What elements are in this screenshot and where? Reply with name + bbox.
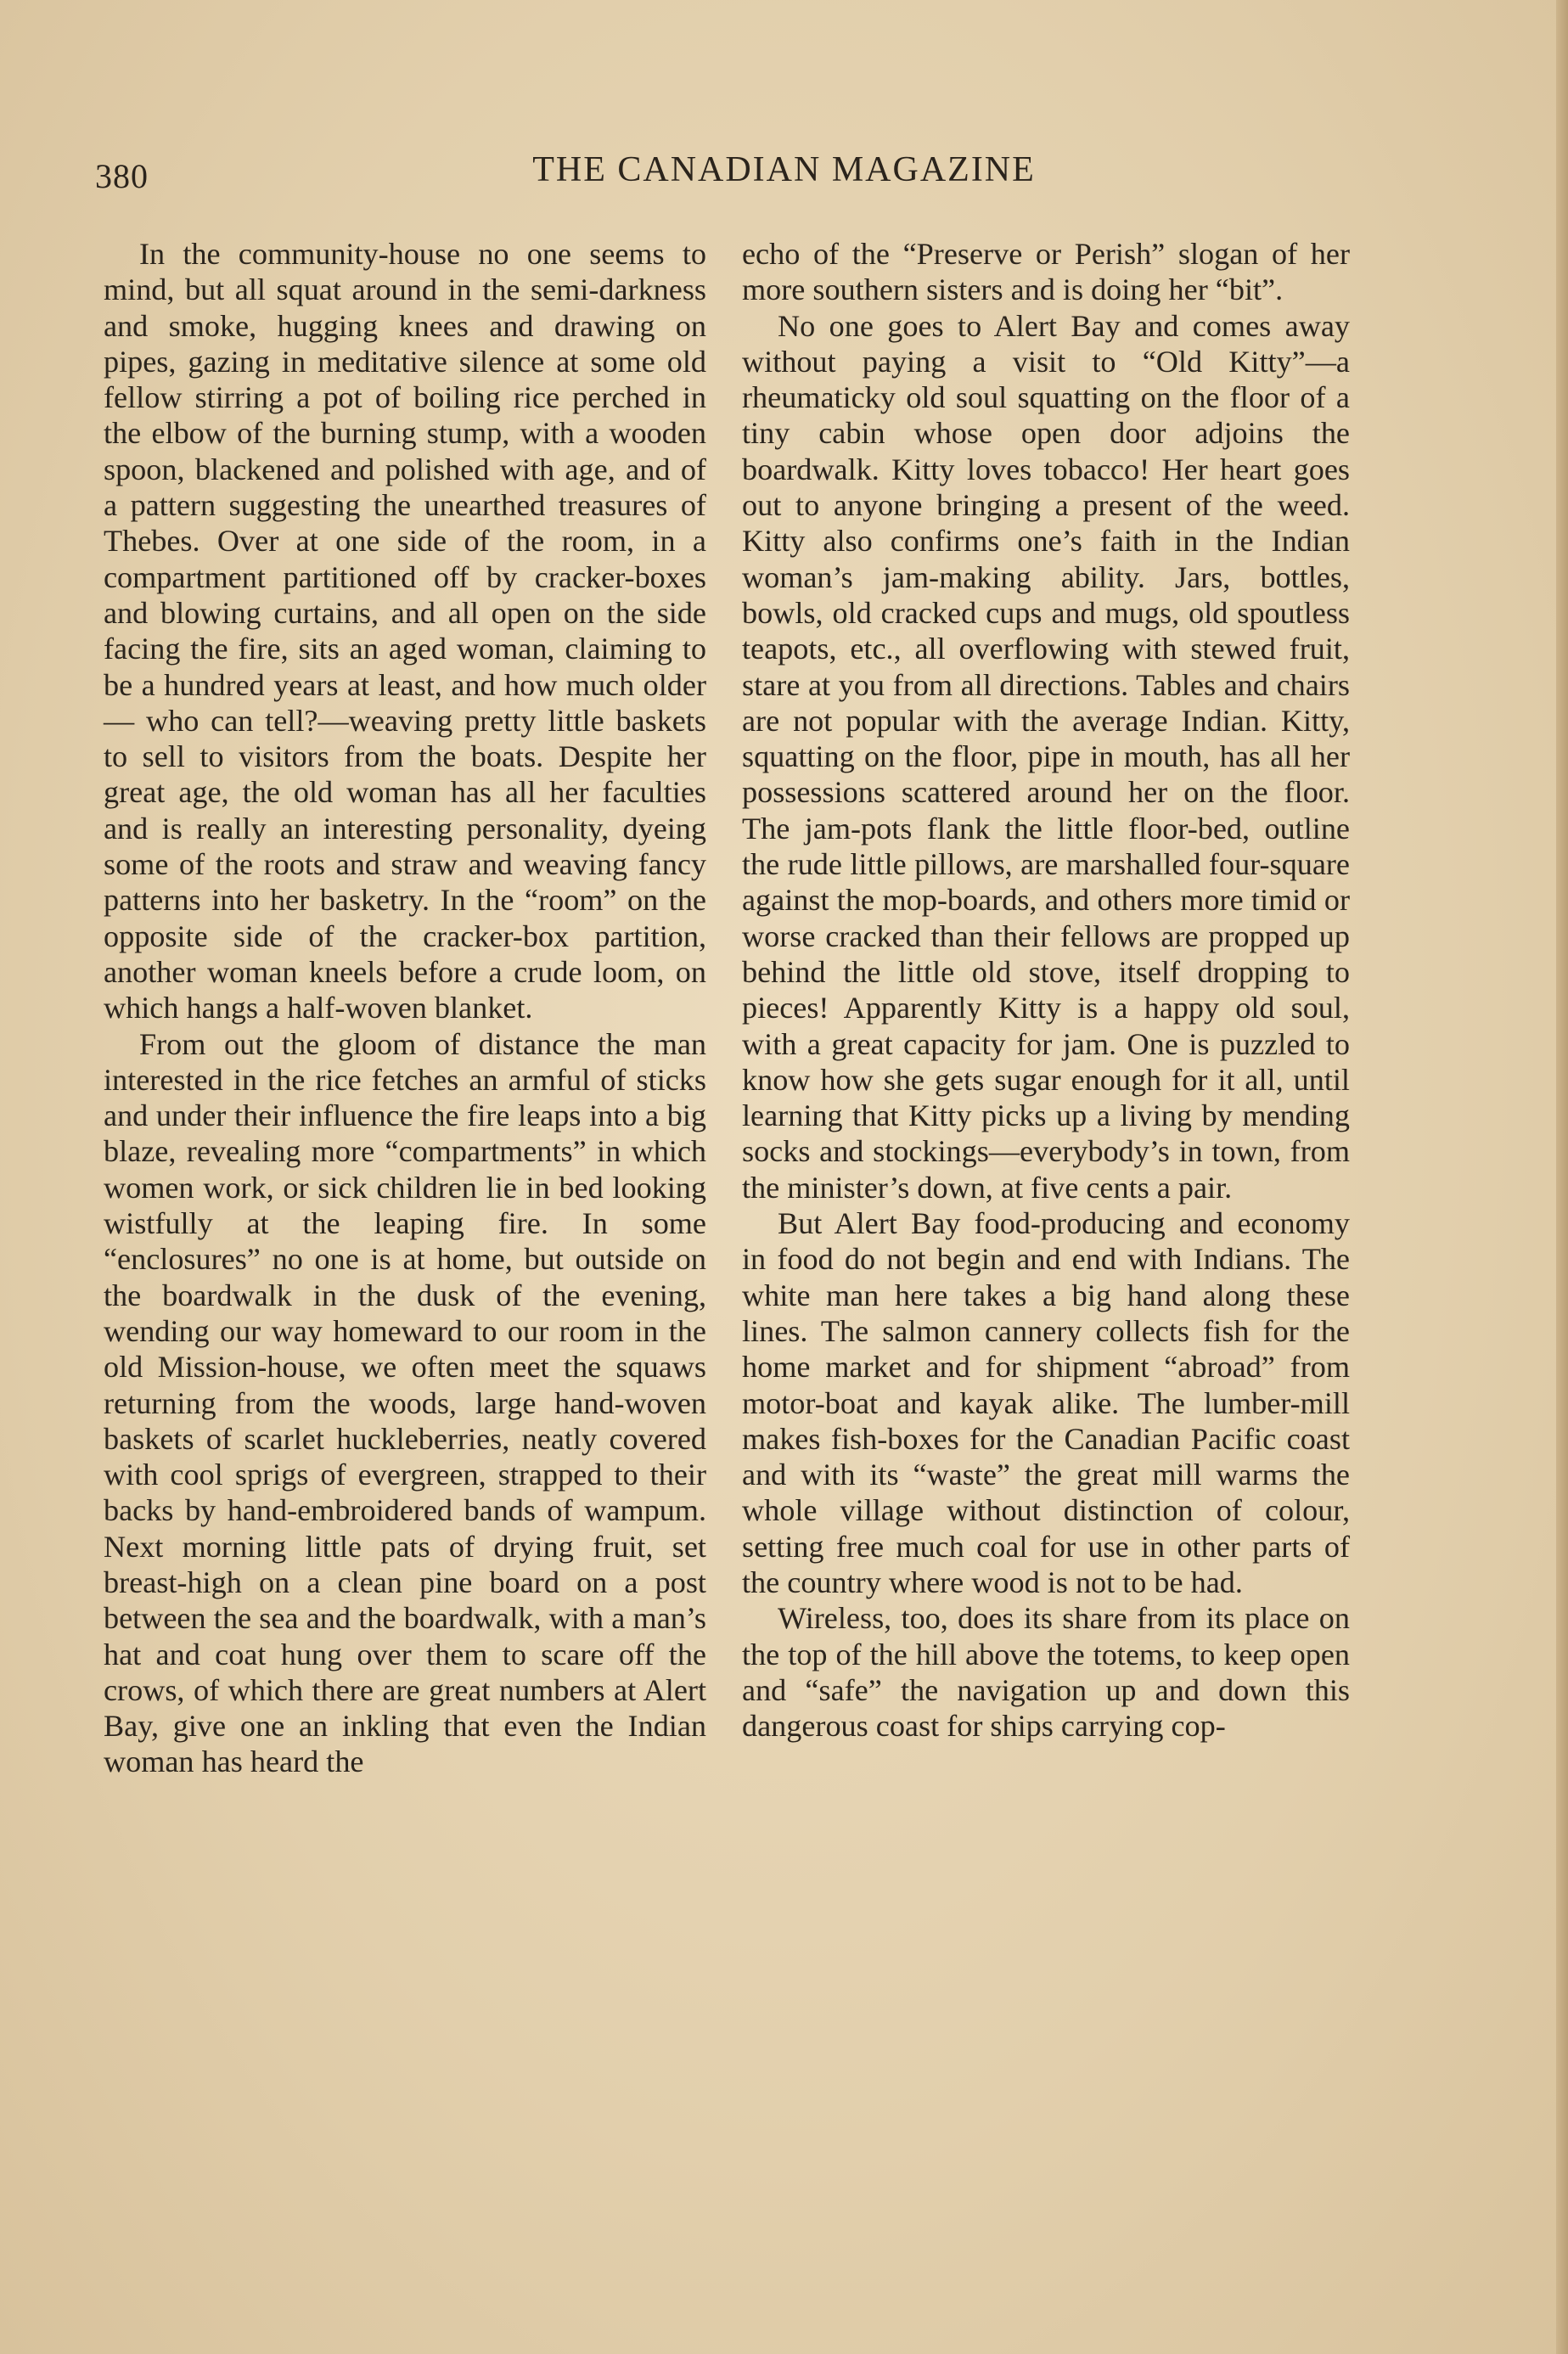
- paragraph: Wireless, too, does its share from its place on the top of the hill above the totems, to keep open and “safe” the navigation up and down this dangerous coast for ships carrying cop-: [742, 1601, 1350, 1744]
- left-column: [104, 236, 706, 1780]
- paragraph: From out the gloom of distance the man interested in the rice fetches an armful of sticks and under their influence the fire leaps into a big blaze, revealing more “compartments” in which women work, or sick children lie in bed looking wistfully at the leaping fire. In some “enclosures” no one is at home, but outside on the boardwalk in the dusk of the evening, wending our way homeward to our room in the old Mission-house, we often meet the squaws returning from the woods, large hand-woven baskets of scarlet huckleberries, neatly covered with cool sprigs of evergreen, strapped to their backs by hand-embroidered bands of wampum. Next morning little pats of drying fruit, set breast-high on a clean pine board on a post between the sea and the boardwalk, with a man’s hat and coat hung over them to scare off the crows, of which there are great numbers at Alert Bay, give one an inkling that even the Indian woman has heard the: [104, 1026, 706, 1779]
- page-number: 380: [95, 157, 149, 195]
- right-column: [742, 236, 1350, 1744]
- paragraph-continued: echo of the “Preserve or Perish” slogan of her more southern sisters and is doing her “bit”.: [742, 237, 1350, 307]
- paragraph: No one goes to Alert Bay and comes away without paying a visit to “Old Kitty”—a rheumaticky old soul squatting on the floor of a tiny cabin whose open door adjoins the boardwalk. Kitty loves tobacco! Her heart goes out to anyone bringing a present of the weed. Kitty also confirms one’s faith in the Indian woman’s jam-making ability. Jars, bottles, bowls, old cracked cups and mugs, old spoutless teapots, etc., all overflowing with stewed fruit, stare at you from all directions. Tables and chairs are not popular with the average Indian. Kitty, squatting on the floor, pipe in mouth, has all her possessions scattered around her on the floor. The jam-pots flank the little floor-bed, outline the rude little pillows, are marshalled four-square against the mop-boards, and others more timid or worse cracked than their fellows are propped up behind the little old stove, itself dropping to pieces! Apparently Kitty is a happy old soul, with a great capacity for jam. One is puzzled to know how she gets sugar enough for it all, until learning that Kitty picks up a living by mending socks and stockings—everybody’s in town, from the minister’s down, at five cents a pair.: [742, 308, 1350, 1205]
- paragraph: But Alert Bay food-producing and economy in food do not begin and end with Indians. The white man here takes a big hand along these lines. The salmon cannery collects fish for the home market and for shipment “abroad” from motor-boat and kayak alike. The lumber-mill makes fish-boxes for the Canadian Pacific coast and with its “waste” the great mill warms the whole village without distinction of colour, setting free much coal for use in other parts of the country where wood is not to be had.: [742, 1206, 1350, 1599]
- paragraph: In the community-house no one seems to mind, but all squat around in the semi-darkness and smoke, hugging knees and drawing on pipes, gazing in meditative silence at some old fellow stirring a pot of boiling rice perched in the elbow of the burning stump, with a wooden spoon, blackened and polished with age, and of a pattern suggesting the unearthed treasures of Thebes. Over at one side of the room, in a compartment partitioned off by cracker-boxes and blowing curtains, and all open on the side facing the fire, sits an aged woman, claiming to be a hundred years at least, and how much older— who can tell?—weaving pretty little baskets to sell to visitors from the boats. Despite her great age, the old woman has all her faculties and is really an interesting personality, dyeing some of the roots and straw and weaving fancy patterns into her basketry. In the “room” on the opposite side of the cracker-box partition, another woman kneels before a crude loom, on which hangs a half-woven blanket.: [104, 237, 706, 1025]
- page-edge-shadow: [1556, 0, 1568, 2354]
- running-title: THE CANADIAN MAGAZINE: [532, 150, 1036, 189]
